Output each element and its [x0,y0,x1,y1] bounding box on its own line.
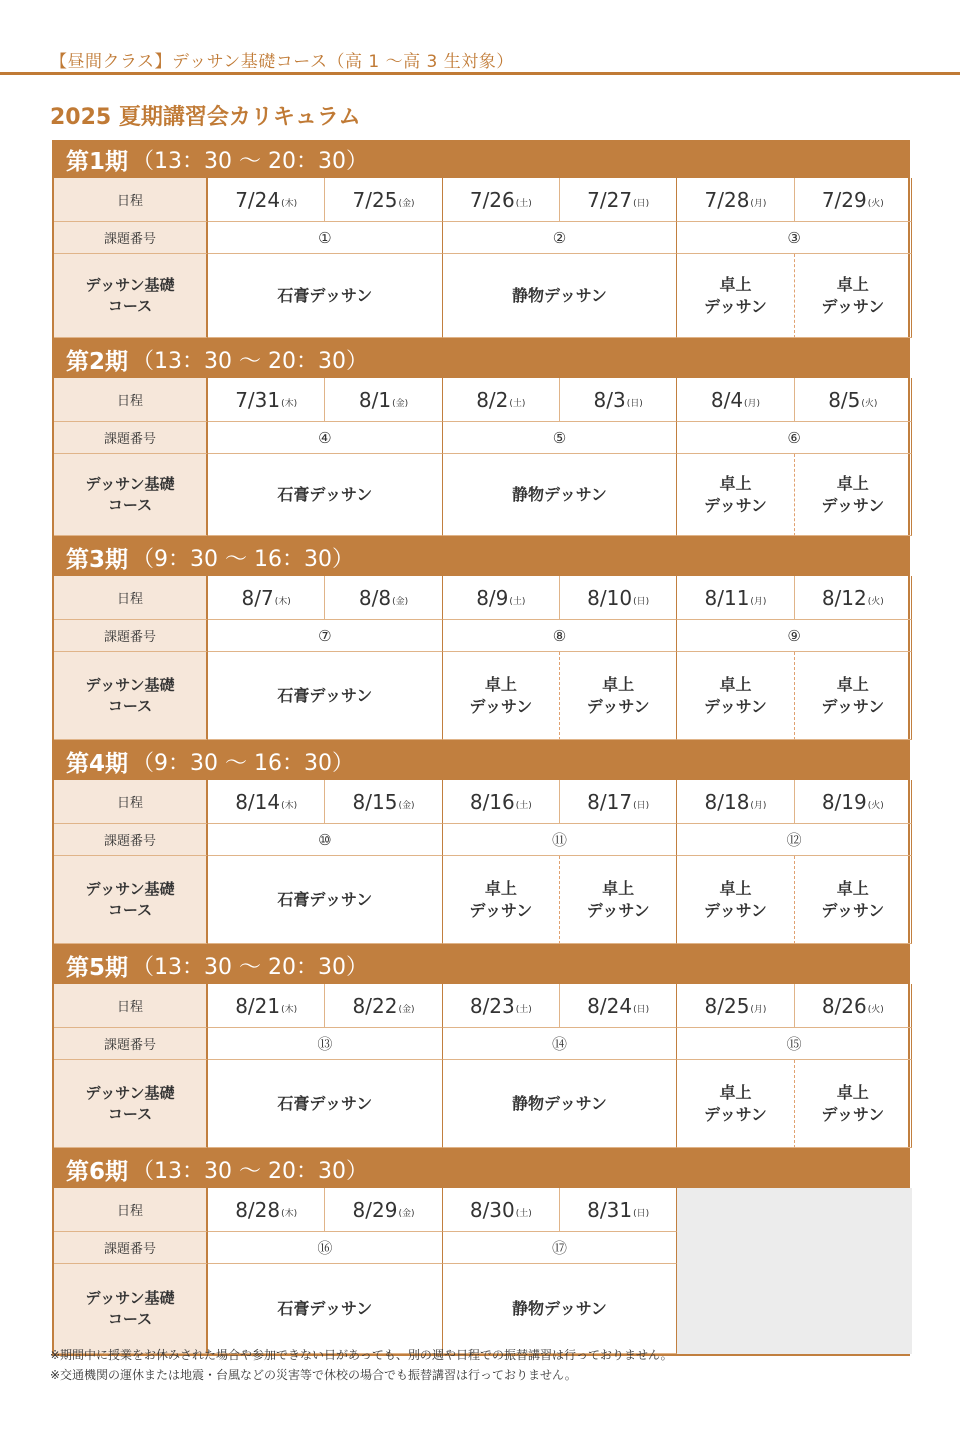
weekday: (土) [515,1209,532,1219]
weekday: (月) [750,597,767,607]
weekday: (土) [515,801,532,811]
date-value: 8/18 [704,789,750,814]
date-cell [560,576,677,620]
weekday: (日) [633,1005,650,1015]
course-cell: 卓上 デッサン [795,856,912,944]
weekday: (月) [750,1005,767,1015]
weekday: (日) [633,801,650,811]
weekday: (木) [274,597,291,607]
period-header [52,1150,910,1188]
course-cell: 石膏デッサン [208,1264,443,1354]
period-header [52,340,910,378]
date-cell [443,780,560,824]
period-section [52,140,910,340]
date-value: 8/17 [587,789,633,814]
date-value: 8/26 [821,993,867,1018]
date-value: 7/24 [235,187,281,212]
weekday: (火) [867,1005,884,1015]
date-value: 8/12 [821,585,867,610]
weekday: (金) [398,801,415,811]
weekday: (木) [281,801,298,811]
period-section [52,538,910,742]
date-cell [325,1188,442,1232]
weekday: (土) [515,199,532,209]
period-grid [52,576,910,742]
period-grid [52,178,910,340]
curriculum-table [52,140,910,1356]
period-name: 第4期 [66,750,129,777]
note-1: ※期間中に授業をお休みされた場合や参加できない日があっても、別の週や日程での振替講習は行っておりません。 [50,1348,673,1362]
weekday: (金) [398,1005,415,1015]
course-cell: 石膏デッサン [208,454,443,536]
course-label [54,856,208,944]
date-cell [443,1188,560,1232]
period-time: （9：30 〜 16：30） [132,546,354,572]
date-cell [795,178,912,222]
task-number: ⑦ [208,620,443,652]
course-label-text: デッサン基礎コース [85,275,175,315]
date-value: 8/10 [587,585,633,610]
date-value: 8/25 [704,993,750,1018]
date-cell [795,984,912,1028]
course-label-text: デッサン基礎コース [85,1083,175,1123]
date-cell [325,178,442,222]
period-section [52,340,910,538]
schedule-label: 日程 [54,780,208,824]
weekday: (月) [750,199,767,209]
date-cell [208,1188,325,1232]
weekday: (日) [626,399,643,409]
course-cell: 卓上 デッサン [443,652,560,740]
course-cell: 静物デッサン [443,454,678,536]
date-value: 8/19 [821,789,867,814]
task-number: ⑨ [677,620,912,652]
period-grid [52,1188,910,1356]
date-value: 8/29 [352,1197,398,1222]
weekday: (金) [398,199,415,209]
course-cell: 石膏デッサン [208,652,443,740]
course-cell: 卓上 デッサン [560,652,677,740]
date-value: 7/25 [352,187,398,212]
date-value: 7/31 [235,387,281,412]
weekday: (火) [867,597,884,607]
weekday: (金) [398,1209,415,1219]
header-divider [0,72,960,75]
date-value: 8/3 [593,387,626,412]
schedule-label: 日程 [54,378,208,422]
weekday: (金) [392,597,409,607]
weekday: (火) [861,399,878,409]
period-section [52,946,910,1150]
course-label-text: デッサン基礎コース [85,879,175,919]
course-cell: 卓上 デッサン [677,1060,794,1148]
course-cell: 卓上 デッサン [795,254,912,338]
task-number-label: 課題番号 [54,222,208,254]
course-label [54,1264,208,1354]
task-number-label: 課題番号 [54,422,208,454]
date-cell [443,378,560,422]
period-header [52,742,910,780]
date-value: 7/29 [821,187,867,212]
date-cell [443,576,560,620]
date-value: 8/4 [710,387,744,412]
course-label-text: デッサン基礎コース [85,1288,175,1328]
period-header [52,140,910,178]
date-cell [208,780,325,824]
date-cell [325,378,442,422]
course-label [54,254,208,338]
weekday: (木) [281,1005,298,1015]
course-cell: 卓上 デッサン [795,454,912,536]
date-value: 8/23 [469,993,515,1018]
task-number: ⑩ [208,824,443,856]
task-number: ⑤ [443,422,678,454]
weekday: (火) [867,199,884,209]
schedule-label: 日程 [54,984,208,1028]
task-number: ⑰ [443,1232,678,1264]
weekday: (土) [509,597,526,607]
course-cell: 卓上 デッサン [795,1060,912,1148]
date-cell [677,984,794,1028]
date-value: 8/8 [358,585,392,610]
task-number-label: 課題番号 [54,620,208,652]
date-value: 8/5 [828,387,861,412]
note-2: ※交通機関の運休または地震・台風などの災害等で休校の場合でも振替講習は行っておりません。 [50,1368,577,1382]
weekday: (日) [633,1209,650,1219]
course-cell: 静物デッサン [443,1060,678,1148]
period-name: 第6期 [66,1158,129,1185]
task-number: ⑬ [208,1028,443,1060]
date-cell [208,178,325,222]
task-number-label: 課題番号 [54,1232,208,1264]
task-number: ⑥ [677,422,912,454]
period-name: 第1期 [66,148,129,175]
date-cell [325,984,442,1028]
course-label-text: デッサン基礎コース [85,675,175,715]
course-cell: 卓上 デッサン [677,254,794,338]
date-cell [208,984,325,1028]
date-cell [325,576,442,620]
task-number: ① [208,222,443,254]
date-cell [795,378,912,422]
weekday: (日) [633,597,650,607]
period-time: （9：30 〜 16：30） [132,750,354,776]
date-cell [325,780,442,824]
date-cell [560,378,677,422]
period-time: （13：30 〜 20：30） [132,348,368,374]
task-number: ④ [208,422,443,454]
task-number: ③ [677,222,912,254]
task-number: ⑯ [208,1232,443,1264]
weekday: (月) [750,801,767,811]
period-time: （13：30 〜 20：30） [132,1158,368,1184]
weekday: (金) [392,399,409,409]
date-value: 8/1 [358,387,392,412]
task-number: ⑮ [677,1028,912,1060]
date-cell [677,378,794,422]
date-value: 7/26 [469,187,515,212]
page-title: 2025 夏期講習会カリキュラム [50,105,361,130]
course-label-text: デッサン基礎コース [85,474,175,514]
period-time: （13：30 〜 20：30） [132,148,368,174]
date-value: 8/2 [476,387,509,412]
empty-area [677,1188,912,1354]
period-header [52,946,910,984]
date-value: 8/11 [704,585,750,610]
date-cell [443,984,560,1028]
period-name: 第2期 [66,348,129,375]
date-cell [677,780,794,824]
date-value: 8/22 [352,993,398,1018]
period-grid [52,378,910,538]
date-cell [560,780,677,824]
task-number: ⑪ [443,824,678,856]
course-label [54,652,208,740]
course-cell: 静物デッサン [443,254,678,338]
course-label [54,1060,208,1148]
period-grid [52,780,910,946]
schedule-label: 日程 [54,1188,208,1232]
period-section [52,1150,910,1356]
date-value: 8/28 [235,1197,281,1222]
date-cell [560,1188,677,1232]
course-cell: 卓上 デッサン [560,856,677,944]
date-value: 8/9 [476,585,509,610]
course-cell: 卓上 デッサン [677,454,794,536]
date-cell [443,178,560,222]
date-cell [560,984,677,1028]
date-value: 8/7 [241,585,274,610]
weekday: (月) [744,399,761,409]
date-value: 8/14 [235,789,281,814]
date-value: 8/30 [469,1197,515,1222]
date-value: 8/21 [235,993,281,1018]
period-header [52,538,910,576]
date-value: 8/16 [469,789,515,814]
weekday: (木) [281,199,298,209]
weekday: (土) [515,1005,532,1015]
period-name: 第5期 [66,954,129,981]
course-label [54,454,208,536]
weekday: (火) [867,801,884,811]
period-section [52,742,910,946]
date-cell [795,576,912,620]
schedule-label: 日程 [54,576,208,620]
course-cell: 石膏デッサン [208,254,443,338]
schedule-label: 日程 [54,178,208,222]
date-cell [208,378,325,422]
date-cell [795,780,912,824]
task-number: ⑧ [443,620,678,652]
date-cell [677,576,794,620]
date-cell [560,178,677,222]
date-value: 8/24 [587,993,633,1018]
date-value: 8/15 [352,789,398,814]
weekday: (土) [509,399,526,409]
course-cell: 石膏デッサン [208,856,443,944]
task-number-label: 課題番号 [54,824,208,856]
period-name: 第3期 [66,546,129,573]
period-grid [52,984,910,1150]
course-cell: 静物デッサン [443,1264,678,1354]
date-cell [677,178,794,222]
task-number: ② [443,222,678,254]
course-cell: 卓上 デッサン [677,652,794,740]
weekday: (木) [281,399,298,409]
date-value: 7/27 [587,187,633,212]
date-value: 8/31 [587,1197,633,1222]
weekday: (木) [281,1209,298,1219]
date-value: 7/28 [704,187,750,212]
course-cell: 卓上 デッサン [795,652,912,740]
course-cell: 卓上 デッサン [443,856,560,944]
task-number-label: 課題番号 [54,1028,208,1060]
task-number: ⑭ [443,1028,678,1060]
weekday: (日) [633,199,650,209]
date-cell [208,576,325,620]
header-title: 【昼間クラス】デッサン基礎コース（高 1 〜高 3 生対象） [50,52,514,72]
period-time: （13：30 〜 20：30） [132,954,368,980]
course-cell: 卓上 デッサン [677,856,794,944]
task-number: ⑫ [677,824,912,856]
course-cell: 石膏デッサン [208,1060,443,1148]
